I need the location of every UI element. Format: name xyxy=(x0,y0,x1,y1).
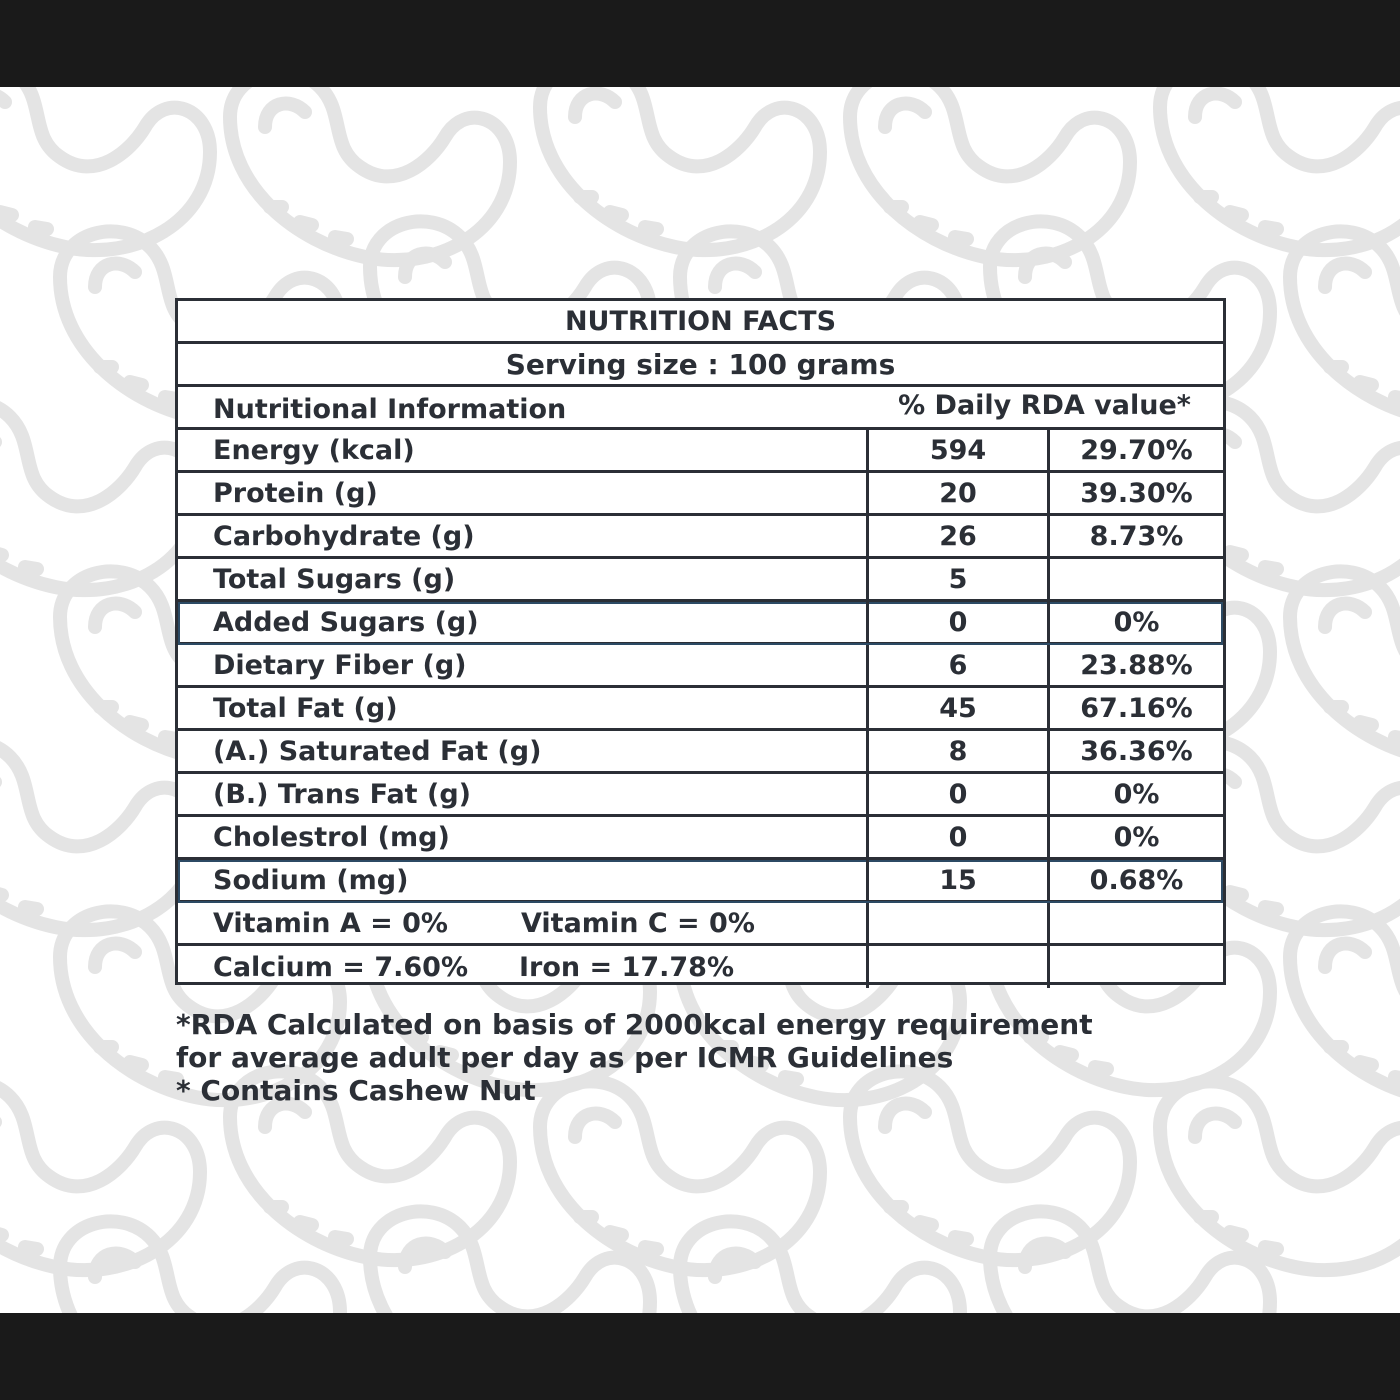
nutrient-amount: 594 xyxy=(866,430,1047,470)
nutrient-amount: 8 xyxy=(866,731,1047,771)
nutrient-name: (A.) Saturated Fat (g) xyxy=(213,735,542,767)
table-row xyxy=(178,688,1223,731)
empty-rda-cell xyxy=(1047,903,1223,943)
nutrition-facts-table xyxy=(175,298,1226,985)
nutrient-amount: 5 xyxy=(866,559,1047,599)
nutrient-rda: 0% xyxy=(1047,774,1223,814)
nutrient-rda: 0% xyxy=(1047,817,1223,857)
calcium-value: Calcium = 7.60% xyxy=(213,951,468,983)
table-title: NUTRITION FACTS xyxy=(564,305,837,337)
empty-amount-cell xyxy=(866,903,1047,943)
vitamin-a-value: Vitamin A = 0% xyxy=(213,907,448,939)
nutrient-rda: 29.70% xyxy=(1047,430,1223,470)
nutrient-amount: 45 xyxy=(866,688,1047,728)
table-row xyxy=(178,516,1223,559)
nutrient-rda: 0.68% xyxy=(1047,860,1223,900)
micronutrients-cell xyxy=(178,903,866,943)
table-row xyxy=(178,817,1223,860)
empty-amount-cell xyxy=(866,946,1047,988)
footnote-rda: *RDA Calculated on basis of 2000kcal energy requirement xyxy=(176,1008,1093,1041)
bottom-black-bar xyxy=(0,1313,1400,1400)
vitamin-c-value: Vitamin C = 0% xyxy=(521,907,755,939)
nutrient-rda: 8.73% xyxy=(1047,516,1223,556)
table-row xyxy=(178,645,1223,688)
table-row xyxy=(178,559,1223,602)
nutrient-amount: 0 xyxy=(866,602,1047,642)
minerals-row xyxy=(178,946,1223,988)
serving-row xyxy=(178,344,1223,387)
nutrient-name: Carbohydrate (g) xyxy=(213,520,475,552)
nutrient-name: Dietary Fiber (g) xyxy=(213,649,467,681)
nutrient-amount: 6 xyxy=(866,645,1047,685)
table-row xyxy=(178,774,1223,817)
nutrient-amount: 15 xyxy=(866,860,1047,900)
nutrient-rda: 0% xyxy=(1047,602,1223,642)
footnotes xyxy=(176,1008,1176,1107)
nutrient-name: Sodium (mg) xyxy=(213,864,409,896)
vitamins-row xyxy=(178,903,1223,946)
nutrient-rda: 67.16% xyxy=(1047,688,1223,728)
nutrient-name: Total Fat (g) xyxy=(213,692,398,724)
nutrient-name: (B.) Trans Fat (g) xyxy=(213,778,471,810)
table-row xyxy=(178,860,1223,903)
nutrient-name: Protein (g) xyxy=(213,477,378,509)
serving-size: Serving size : 100 grams xyxy=(505,347,896,381)
nutrient-amount: 0 xyxy=(866,817,1047,857)
nutrient-amount: 0 xyxy=(866,774,1047,814)
footnote-allergen: * Contains Cashew Nut xyxy=(176,1074,536,1107)
footnote-guidelines: for average adult per day as per ICMR Guidelines xyxy=(176,1041,954,1074)
nutrient-rda: 36.36% xyxy=(1047,731,1223,771)
header-row xyxy=(178,387,1223,430)
empty-rda-cell xyxy=(1047,946,1223,988)
iron-value: Iron = 17.78% xyxy=(519,951,735,983)
top-black-bar xyxy=(0,0,1400,87)
header-nutritional-information: Nutritional Information xyxy=(213,393,567,425)
nutrient-rda: 39.30% xyxy=(1047,473,1223,513)
table-row xyxy=(178,473,1223,516)
nutrient-rda xyxy=(1047,559,1223,599)
nutrient-amount: 26 xyxy=(866,516,1047,556)
nutrient-name: Total Sugars (g) xyxy=(213,563,456,595)
title-row xyxy=(178,301,1223,344)
nutrient-name: Cholestrol (mg) xyxy=(213,821,450,853)
nutrient-name: Energy (kcal) xyxy=(213,434,415,466)
table-row xyxy=(178,430,1223,473)
table-row xyxy=(178,731,1223,774)
table-row xyxy=(178,602,1223,645)
nutrient-rda: 23.88% xyxy=(1047,645,1223,685)
header-daily-rda: % Daily RDA value* xyxy=(898,389,1191,421)
micronutrients-cell xyxy=(178,946,866,988)
nutrient-amount: 20 xyxy=(866,473,1047,513)
nutrient-name: Added Sugars (g) xyxy=(213,606,479,638)
